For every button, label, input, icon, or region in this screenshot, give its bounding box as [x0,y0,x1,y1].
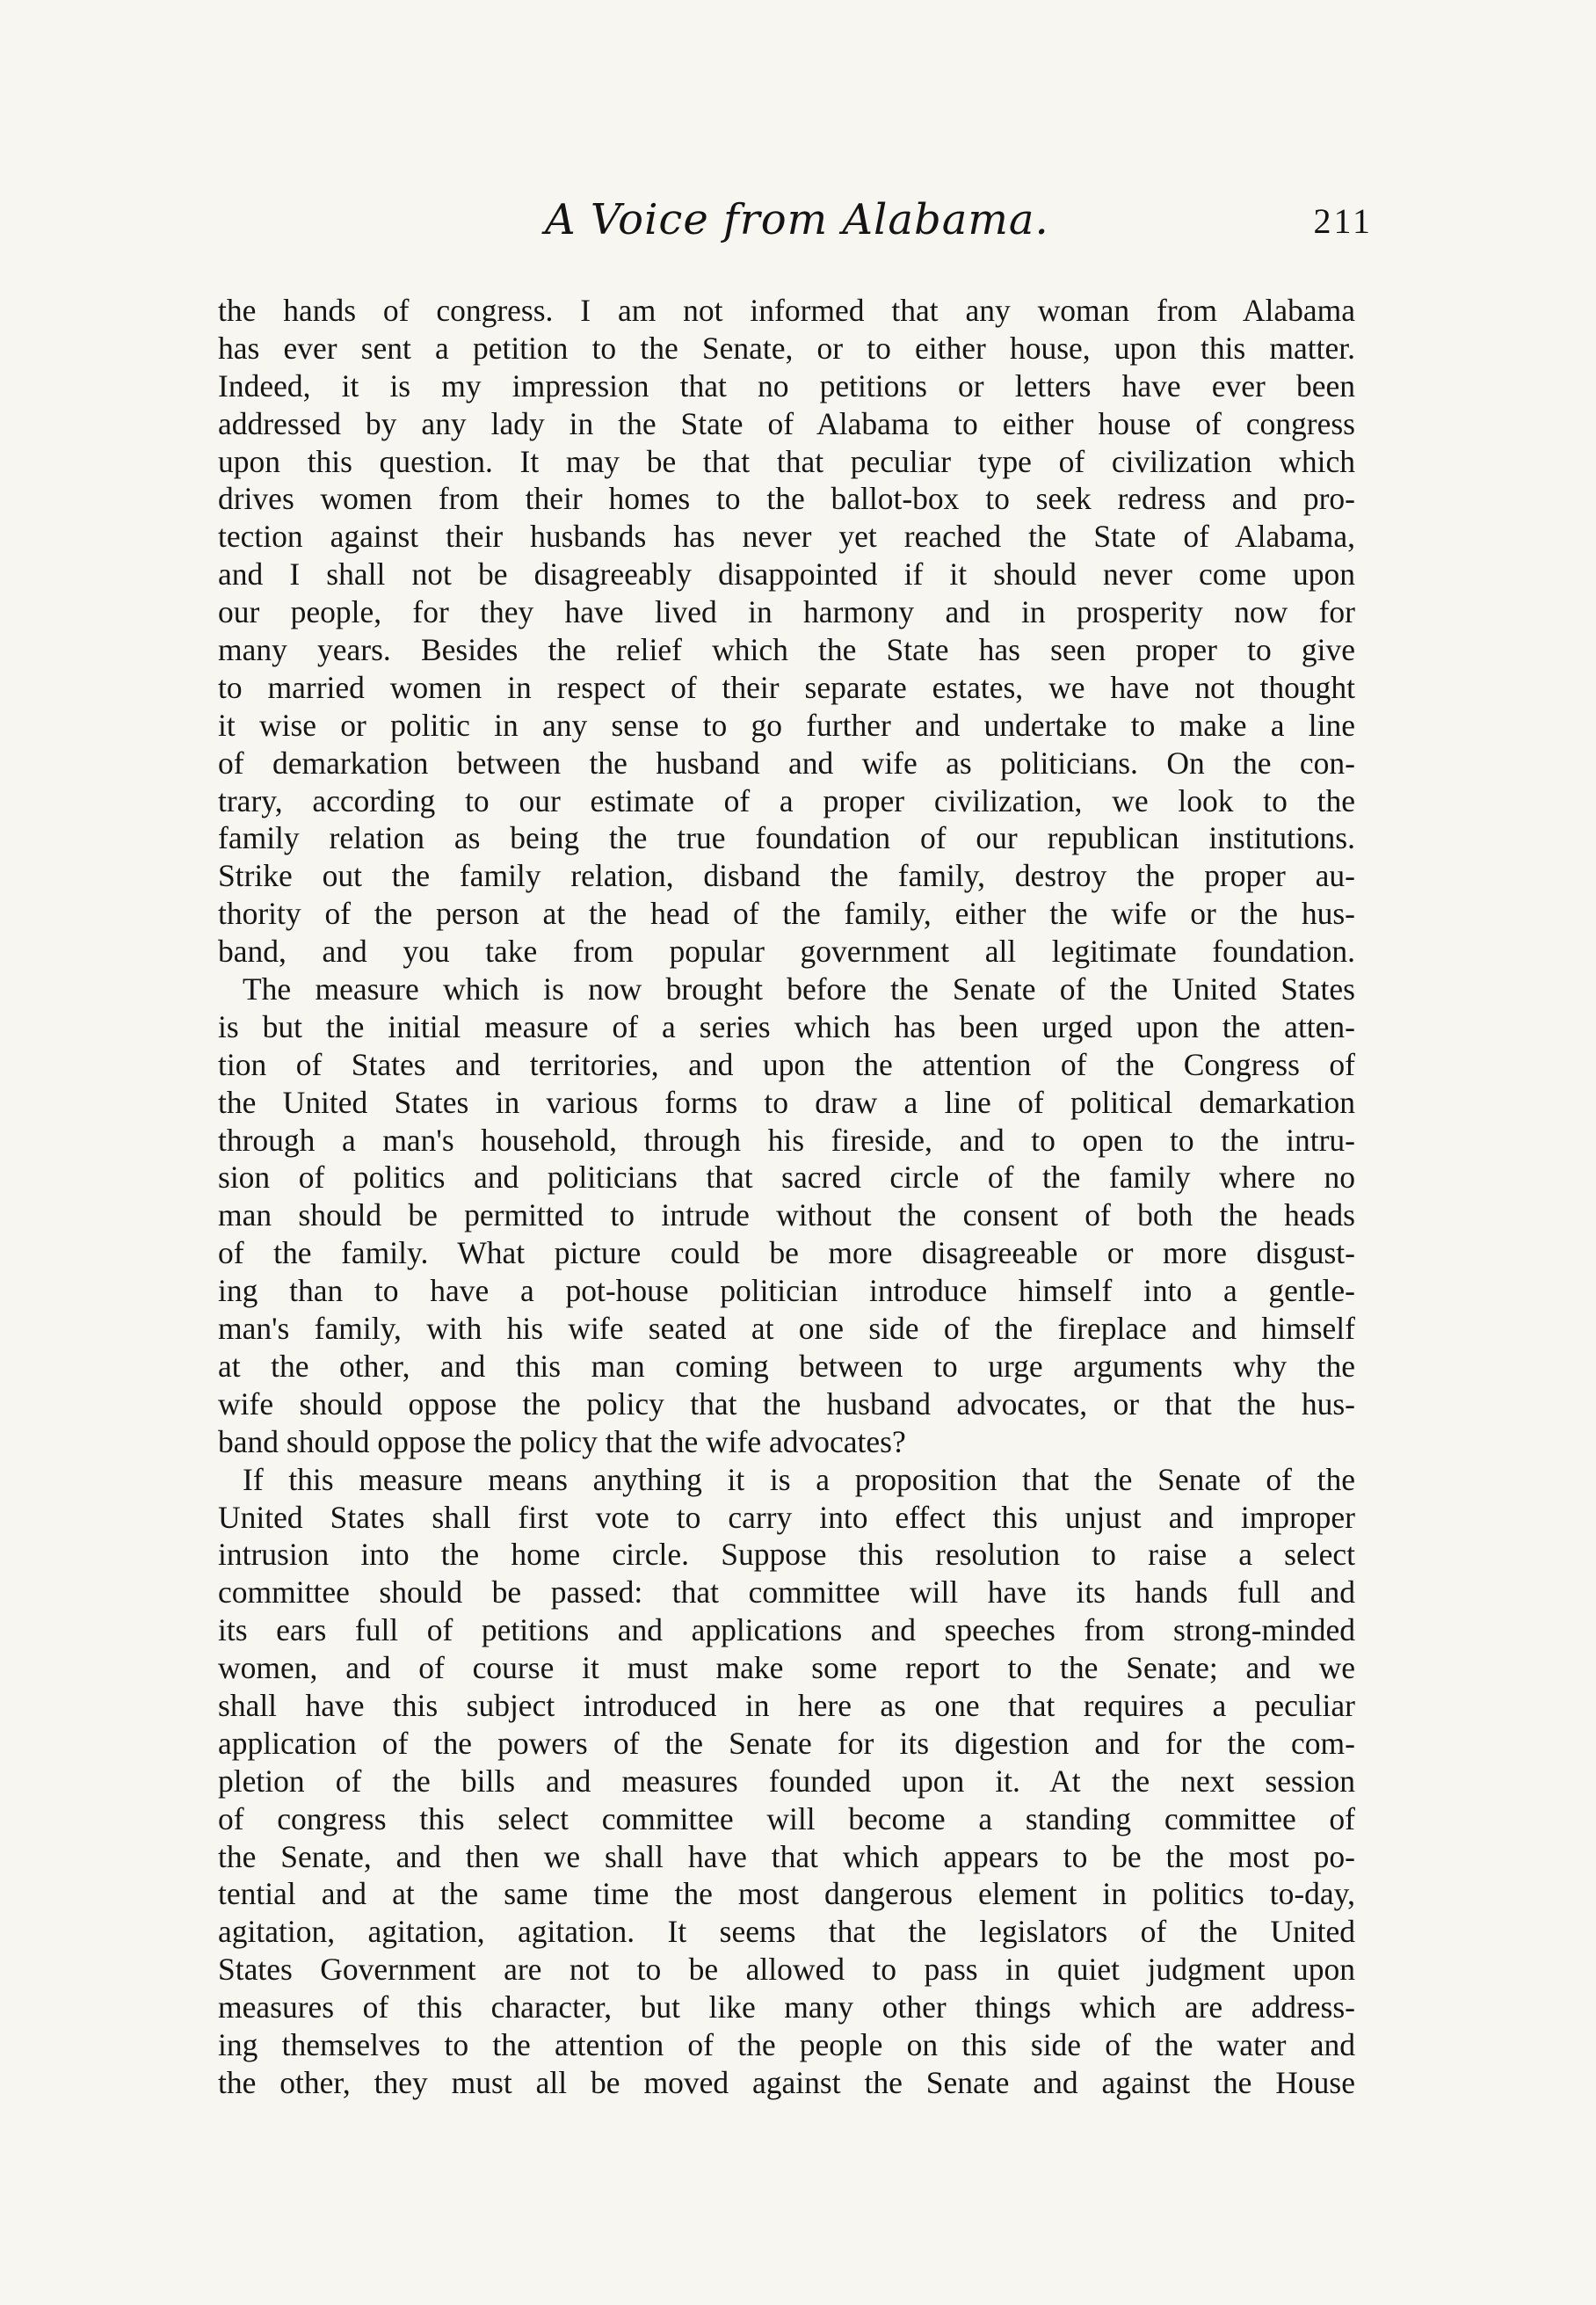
text-line: band should oppose the policy that the wife advocates? [218,1423,906,1459]
text-line: at the other, and this man coming between to urge arguments why the [218,1348,1355,1384]
text-line: agitation, agitation, agitation. It seems that the legislators of the United [218,1914,1355,1950]
text-line: the Senate, and then we shall have that which appears to be the most po- [218,1838,1355,1874]
text-line: of the family. What picture could be more disagreeable or more disgust- [218,1235,1355,1271]
text-line: pletion of the bills and measures founded upon it. At the next session [218,1763,1355,1799]
text-line: shall have this subject introduced in here as one that requires a peculiar [218,1687,1355,1723]
text-line: of demarkation between the husband and wife as politicians. On the con- [218,745,1355,781]
text-line: tential and at the same time the most dangerous element in politics to-day, [218,1876,1355,1912]
text-line: the other, they must all be moved against the Senate and against the House [218,2064,1355,2100]
text-line: its ears full of petitions and applications and speeches from strong-minded [218,1612,1355,1648]
text-line: wife should oppose the policy that the husband advocates, or that the hus- [218,1385,1355,1422]
text-line: family relation as being the true foundation of our republican institutions. [218,820,1355,856]
text-line: intrusion into the home circle. Suppose this resolution to raise a select [218,1537,1355,1573]
text-line: committee should be passed: that committee will have its hands full and [218,1574,1355,1611]
text-line: ing than to have a pot-house politician introduce himself into a gentle- [218,1273,1355,1309]
text-line: ing themselves to the attention of the people on this side of the water and [218,2026,1355,2062]
text-line: addressed by any lady in the State of Alabama to either house of congress [218,405,1355,441]
page-header [545,195,1380,248]
text-line: through a man's household, through his fireside, and to open to the intru- [218,1122,1355,1158]
text-line: it wise or politic in any sense to go further and undertake to make a line [218,707,1355,743]
text-line: United States shall first vote to carry into effect this unjust and improper [218,1499,1355,1535]
text-line: tection against their husbands has never yet reached the State of Alabama, [218,519,1355,555]
text-line: If this measure means anything it is a proposition that the Senate of the [243,1461,1355,1497]
text-line: States Government are not to be allowed to pass in quiet judgment upon [218,1952,1355,1988]
text-line: band, and you take from popular government all legitimate foundation. [218,934,1355,970]
text-line: of congress this select committee will become a standing committee of [218,1800,1355,1836]
text-line: women, and of course it must make some report to the Senate; and we [218,1650,1355,1686]
text-line: has ever sent a petition to the Senate, or to either house, upon this matter. [218,330,1355,366]
text-line: man's family, with his wife seated at one side of the fireplace and himself [218,1311,1355,1347]
running-title: A Voice from Alabama. [545,195,1049,244]
text-line: thority of the person at the head of the family, either the wife or the hus- [218,896,1355,932]
text-line: tion of States and territories, and upon the attention of the Congress of [218,1046,1355,1082]
text-line: and I shall not be disagreeably disappointed if it should never come upon [218,556,1355,593]
text-line: our people, for they have lived in harmony and in prosperity now for [218,594,1355,630]
text-line: drives women from their homes to the ballot-box to seek redress and pro- [218,481,1355,517]
text-line: the United States in various forms to draw a line of political demarkation [218,1084,1355,1120]
text-line: the hands of congress. I am not informed that any woman from Alabama [218,293,1355,328]
text-line: The measure which is now brought before the Senate of the United States [243,971,1355,1007]
text-line: many years. Besides the relief which the State has seen proper to give [218,632,1355,668]
text-line: upon this question. It may be that that peculiar type of civilization which [218,443,1355,479]
text-line: sion of politics and politicians that sacred circle of the family where no [218,1160,1355,1196]
text-line: trary, according to our estimate of a proper civilization, we look to the [218,782,1355,818]
page-number: 211 [1313,201,1373,241]
text-line: Strike out the family relation, disband the family, destroy the proper au- [218,858,1355,894]
text-line: measures of this character, but like many other things which are address- [218,1989,1355,2025]
text-line: application of the powers of the Senate for its digestion and for the com- [218,1725,1355,1761]
text-line: Indeed, it is my impression that no petitions or letters have ever been [218,367,1355,404]
text-line: is but the initial measure of a series which has been urged upon the atten- [218,1008,1355,1044]
text-line: man should be permitted to intrude without the consent of both the heads [218,1197,1355,1233]
text-line: to married women in respect of their separate estates, we have not thought [218,669,1355,705]
body-text [218,292,1355,2102]
